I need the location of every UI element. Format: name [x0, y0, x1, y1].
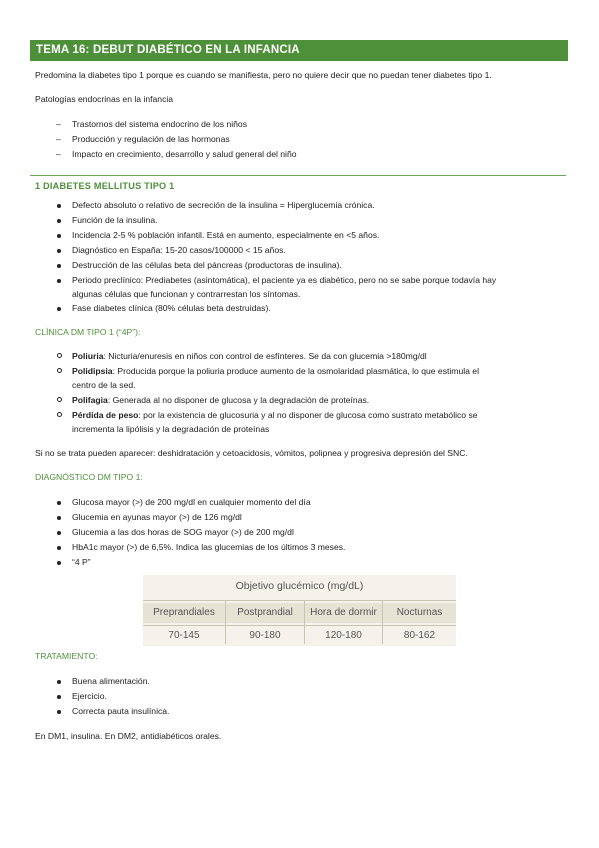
term-text: : Generada al no disponer de glucosa y la degradación de proteínas. — [107, 395, 370, 405]
dash-marker: – — [56, 149, 61, 159]
list-item: Periodo preclínico: Prediabetes (asintomática), el paciente ya es diabético, pero no se sabe porque todavía hay — [72, 275, 497, 285]
term-text: : Nicturia/enuresis en niños con control de esfínteres. Se da con glucemia >180mg/dl — [103, 351, 427, 361]
bullet-icon — [57, 695, 61, 699]
list-item: Glucosa mayor (>) de 200 mg/dl en cualquier momento del día — [72, 497, 311, 507]
table-rule — [143, 625, 456, 626]
bullet-icon — [57, 249, 61, 253]
list-item: “4 P” — [72, 557, 91, 567]
tratamiento-heading: TRATAMIENTO: — [35, 651, 98, 661]
term-text: : por la existencia de glucosuria y al no disponer de glucosa como sustrato metabólico se — [138, 410, 478, 420]
list-item: Fase diabetes clínica (80% células beta destruidas). — [72, 303, 271, 313]
list-item: Glucemia en ayunas mayor (>) de 126 mg/dl — [72, 512, 242, 522]
list-item: Diagnóstico en España: 15-20 casos/100000 < 15 años. — [72, 245, 286, 255]
term: Polidipsia — [72, 366, 113, 376]
table-cell: 80-162 — [403, 630, 436, 641]
list-item: Correcta pauta insulínica. — [72, 706, 170, 716]
list-item: Producción y regulación de las hormonas — [72, 134, 230, 144]
bullet-icon — [57, 279, 61, 283]
term: Polifagia — [72, 395, 108, 405]
clinica-item-continuation: centro de la sed. — [72, 380, 136, 390]
bullet-icon — [57, 307, 61, 311]
table-rule — [143, 600, 456, 601]
table-header-cell: Postprandial — [226, 603, 304, 623]
circle-bullet-icon — [57, 412, 62, 417]
bullet-icon — [57, 546, 61, 550]
clinica-item-continuation: incrementa la lipólisis y la degradación de proteínas — [72, 424, 270, 434]
page-title: TEMA 16: DEBUT DIABÉTICO EN LA INFANCIA — [30, 40, 568, 61]
bullet-icon — [57, 501, 61, 505]
table-rule — [382, 601, 383, 644]
bullet-icon — [57, 219, 61, 223]
clinica-item — [72, 351, 427, 362]
closing-paragraph: En DM1, insulina. En DM2, antidiabéticos orales. — [35, 731, 222, 741]
glucemic-target-table — [143, 575, 456, 646]
list-item: Ejercicio. — [72, 691, 107, 701]
bullet-icon — [57, 710, 61, 714]
circle-bullet-icon — [57, 368, 62, 373]
bullet-icon — [57, 204, 61, 208]
table-header-cell: Nocturnas — [383, 603, 456, 623]
bullet-icon — [57, 680, 61, 684]
list-item: HbA1c mayor (>) de 6,5%. Indica las glucemias de los últimos 3 meses. — [72, 542, 346, 552]
list-item: Defecto absoluto o relativo de secreción de la insulina = Hiperglucemia crónica. — [72, 200, 375, 210]
bullet-icon — [57, 531, 61, 535]
term-text: : Producida porque la poliuria produce aumento de la osmolaridad plasmática, lo que estimula el — [112, 366, 479, 376]
table-cell: 90-180 — [249, 630, 281, 641]
clinica-item — [72, 395, 369, 406]
intro-paragraph: Predomina la diabetes tipo 1 porque es cuando se manifiesta, pero no quiere decir que no puedan tener diabetes tipo 1. — [35, 70, 492, 80]
term: Pérdida de peso — [72, 410, 139, 420]
list-item: Incidencia 2-5 % población infantil. Está en aumento, especialmente en <5 años. — [72, 230, 380, 240]
bullet-icon — [57, 264, 61, 268]
table-rule — [304, 601, 305, 644]
list-item: Destrucción de las células beta del páncreas (productoras de insulina). — [72, 260, 342, 270]
bullet-icon — [57, 516, 61, 520]
table-cell: 70-145 — [168, 630, 200, 641]
list-item: Glucemia a las dos horas de SOG mayor (>) de 200 mg/dl — [72, 527, 294, 537]
term: Poliuria — [72, 351, 104, 361]
circle-bullet-icon — [57, 353, 62, 358]
diagnostico-heading: DIAGNÓSTICO DM TIPO 1: — [35, 472, 143, 482]
section-divider — [30, 175, 566, 176]
clinica-item — [72, 366, 479, 377]
patologias-heading: Patologías endocrinas en la infancia — [35, 94, 174, 104]
clinica-heading: CLÍNICA DM TIPO 1 (“4P”): — [35, 327, 141, 337]
list-item: Buena alimentación. — [72, 676, 150, 686]
table-cell: 120-180 — [325, 630, 362, 641]
dash-marker: – — [56, 134, 61, 144]
table-rule — [225, 601, 226, 644]
no-trata-paragraph: Si no se trata pueden aparecer: deshidratación y cetoacidosis, vómitos, polipnea y progresiva depresión del SNC. — [35, 448, 468, 458]
table-caption: Objetivo glucémico (mg/dL) — [235, 580, 364, 592]
clinica-item — [72, 410, 478, 421]
circle-bullet-icon — [57, 397, 62, 402]
table-header-cell: Preprandiales — [143, 603, 225, 623]
dash-marker: – — [56, 119, 61, 129]
list-item: Impacto en crecimiento, desarrollo y salud general del niño — [72, 149, 297, 159]
bullet-icon — [57, 234, 61, 238]
list-item: Trastornos del sistema endocrino de los niños — [72, 119, 247, 129]
bullet-icon — [57, 561, 61, 565]
list-item: Función de la insulina. — [72, 215, 158, 225]
section-heading: 1 DIABETES MELLITUS TIPO 1 — [35, 181, 175, 191]
list-item-continuation: algunas células que funcionan y contrarrestan los síntomas. — [72, 289, 301, 299]
table-header-cell: Hora de dormir — [305, 603, 382, 623]
